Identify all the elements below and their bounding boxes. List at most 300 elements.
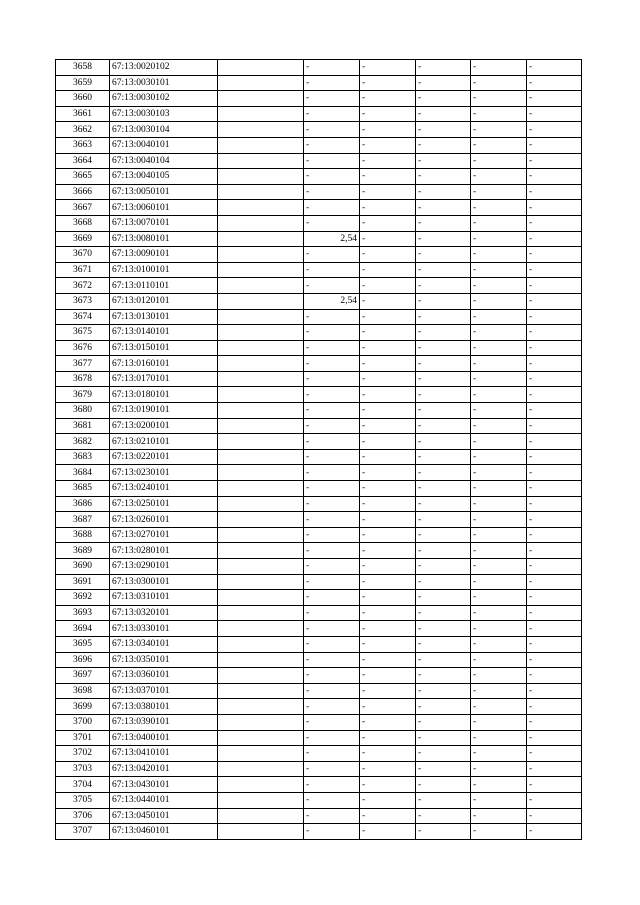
- table-row: [56, 699, 582, 715]
- value-cell: -: [527, 387, 582, 403]
- value-cell: -: [360, 590, 416, 606]
- row-number-cell: 3671: [56, 262, 110, 278]
- cadastral-code-cell: 67:13:0440101: [110, 792, 218, 808]
- value-cell: -: [471, 137, 527, 153]
- value-cell: -: [360, 247, 416, 263]
- value-cell: -: [360, 496, 416, 512]
- row-number-cell: 3685: [56, 481, 110, 497]
- row-number-cell: 3672: [56, 278, 110, 294]
- cadastral-code-cell: 67:13:0130101: [110, 309, 218, 325]
- value-cell: -: [416, 543, 471, 559]
- value-cell: -: [304, 527, 360, 543]
- table-row: [56, 543, 582, 559]
- cadastral-code-cell: 67:13:0050101: [110, 184, 218, 200]
- value-cell: -: [527, 231, 582, 247]
- empty-cell: [218, 746, 304, 762]
- value-cell: -: [471, 777, 527, 793]
- value-cell: -: [471, 60, 527, 76]
- value-cell: -: [416, 184, 471, 200]
- value-cell: -: [416, 699, 471, 715]
- value-cell: -: [527, 434, 582, 450]
- value-cell: -: [304, 730, 360, 746]
- cadastral-code-cell: 67:13:0180101: [110, 387, 218, 403]
- value-cell: -: [527, 808, 582, 824]
- row-number-cell: 3658: [56, 60, 110, 76]
- value-cell: -: [416, 215, 471, 231]
- value-cell: -: [416, 777, 471, 793]
- table-row: [56, 465, 582, 481]
- value-cell: -: [304, 683, 360, 699]
- row-number-cell: 3687: [56, 512, 110, 528]
- value-cell: -: [304, 714, 360, 730]
- value-cell: -: [360, 481, 416, 497]
- value-cell: -: [471, 512, 527, 528]
- value-cell: -: [416, 683, 471, 699]
- value-cell: -: [527, 325, 582, 341]
- empty-cell: [218, 169, 304, 185]
- value-cell: -: [360, 512, 416, 528]
- value-cell: -: [304, 278, 360, 294]
- cadastral-code-cell: 67:13:0080101: [110, 231, 218, 247]
- empty-cell: [218, 636, 304, 652]
- value-cell: -: [471, 481, 527, 497]
- value-cell: -: [527, 122, 582, 138]
- table-row: [56, 60, 582, 76]
- value-cell: -: [527, 278, 582, 294]
- row-number-cell: 3691: [56, 574, 110, 590]
- value-cell: -: [416, 559, 471, 575]
- value-cell: -: [360, 465, 416, 481]
- empty-cell: [218, 652, 304, 668]
- table-row: [56, 777, 582, 793]
- value-cell: -: [416, 746, 471, 762]
- empty-cell: [218, 200, 304, 216]
- cadastral-code-cell: 67:13:0390101: [110, 714, 218, 730]
- cadastral-code-cell: 67:13:0210101: [110, 434, 218, 450]
- row-number-cell: 3665: [56, 169, 110, 185]
- row-number-cell: 3684: [56, 465, 110, 481]
- value-cell: -: [527, 683, 582, 699]
- empty-cell: [218, 714, 304, 730]
- row-number-cell: 3702: [56, 746, 110, 762]
- row-number-cell: 3667: [56, 200, 110, 216]
- table-row: [56, 449, 582, 465]
- row-number-cell: 3660: [56, 91, 110, 107]
- value-cell: -: [360, 231, 416, 247]
- value-cell: -: [416, 434, 471, 450]
- value-cell: -: [416, 278, 471, 294]
- value-cell: -: [304, 247, 360, 263]
- empty-cell: [218, 543, 304, 559]
- table-row: [56, 122, 582, 138]
- table-row: [56, 824, 582, 840]
- value-cell: -: [304, 574, 360, 590]
- value-cell: -: [304, 325, 360, 341]
- empty-cell: [218, 75, 304, 91]
- value-cell: -: [304, 356, 360, 372]
- value-cell: -: [527, 153, 582, 169]
- cadastral-code-cell: 67:13:0070101: [110, 215, 218, 231]
- value-cell: -: [471, 668, 527, 684]
- row-number-cell: 3692: [56, 590, 110, 606]
- row-number-cell: 3696: [56, 652, 110, 668]
- row-number-cell: 3668: [56, 215, 110, 231]
- table-row: [56, 683, 582, 699]
- value-cell: -: [360, 808, 416, 824]
- value-cell: -: [471, 293, 527, 309]
- value-cell: -: [527, 761, 582, 777]
- value-cell: -: [360, 278, 416, 294]
- value-cell: -: [527, 200, 582, 216]
- value-cell: -: [471, 200, 527, 216]
- row-number-cell: 3686: [56, 496, 110, 512]
- table-row: [56, 262, 582, 278]
- value-cell: 2,54: [304, 231, 360, 247]
- row-number-cell: 3700: [56, 714, 110, 730]
- table-row: [56, 730, 582, 746]
- table-row: [56, 574, 582, 590]
- empty-cell: [218, 60, 304, 76]
- row-number-cell: 3670: [56, 247, 110, 263]
- value-cell: -: [527, 418, 582, 434]
- row-number-cell: 3705: [56, 792, 110, 808]
- empty-cell: [218, 418, 304, 434]
- value-cell: -: [360, 200, 416, 216]
- empty-cell: [218, 777, 304, 793]
- value-cell: -: [360, 683, 416, 699]
- value-cell: -: [471, 730, 527, 746]
- cadastral-code-cell: 67:13:0460101: [110, 824, 218, 840]
- row-number-cell: 3683: [56, 449, 110, 465]
- value-cell: -: [360, 293, 416, 309]
- value-cell: -: [360, 730, 416, 746]
- value-cell: -: [416, 325, 471, 341]
- row-number-cell: 3659: [56, 75, 110, 91]
- value-cell: -: [416, 481, 471, 497]
- value-cell: -: [527, 465, 582, 481]
- row-number-cell: 3706: [56, 808, 110, 824]
- empty-cell: [218, 808, 304, 824]
- table-row: [56, 200, 582, 216]
- table-body: [56, 60, 582, 840]
- empty-cell: [218, 824, 304, 840]
- empty-cell: [218, 309, 304, 325]
- row-number-cell: 3689: [56, 543, 110, 559]
- row-number-cell: 3698: [56, 683, 110, 699]
- table-row: [56, 75, 582, 91]
- cadastral-code-cell: 67:13:0220101: [110, 449, 218, 465]
- empty-cell: [218, 356, 304, 372]
- value-cell: -: [471, 434, 527, 450]
- value-cell: -: [304, 512, 360, 528]
- empty-cell: [218, 371, 304, 387]
- value-cell: -: [527, 371, 582, 387]
- value-cell: -: [360, 449, 416, 465]
- empty-cell: [218, 184, 304, 200]
- cadastral-code-cell: 67:13:0260101: [110, 512, 218, 528]
- row-number-cell: 3690: [56, 559, 110, 575]
- value-cell: -: [471, 808, 527, 824]
- value-cell: -: [304, 777, 360, 793]
- table-row: [56, 340, 582, 356]
- value-cell: -: [527, 746, 582, 762]
- table-row: [56, 106, 582, 122]
- cadastral-code-cell: 67:13:0090101: [110, 247, 218, 263]
- cadastral-code-cell: 67:13:0380101: [110, 699, 218, 715]
- value-cell: -: [416, 137, 471, 153]
- cadastral-code-cell: 67:13:0120101: [110, 293, 218, 309]
- value-cell: -: [471, 106, 527, 122]
- row-number-cell: 3681: [56, 418, 110, 434]
- cadastral-code-cell: 67:13:0320101: [110, 605, 218, 621]
- value-cell: -: [416, 418, 471, 434]
- cadastral-code-cell: 67:13:0030104: [110, 122, 218, 138]
- value-cell: -: [360, 184, 416, 200]
- table-row: [56, 527, 582, 543]
- value-cell: -: [416, 792, 471, 808]
- value-cell: -: [471, 605, 527, 621]
- value-cell: -: [416, 512, 471, 528]
- cadastral-code-cell: 67:13:0030101: [110, 75, 218, 91]
- value-cell: -: [527, 714, 582, 730]
- value-cell: -: [304, 200, 360, 216]
- table-row: [56, 91, 582, 107]
- value-cell: -: [304, 543, 360, 559]
- value-cell: -: [304, 153, 360, 169]
- value-cell: -: [471, 262, 527, 278]
- table-row: [56, 808, 582, 824]
- value-cell: -: [416, 621, 471, 637]
- row-number-cell: 3666: [56, 184, 110, 200]
- value-cell: -: [471, 543, 527, 559]
- value-cell: -: [527, 636, 582, 652]
- value-cell: -: [304, 481, 360, 497]
- value-cell: -: [304, 262, 360, 278]
- value-cell: -: [304, 652, 360, 668]
- value-cell: -: [360, 371, 416, 387]
- cadastral-code-cell: 67:13:0330101: [110, 621, 218, 637]
- value-cell: -: [304, 371, 360, 387]
- table-row: [56, 293, 582, 309]
- value-cell: -: [471, 75, 527, 91]
- cadastral-code-cell: 67:13:0250101: [110, 496, 218, 512]
- row-number-cell: 3673: [56, 293, 110, 309]
- table-row: [56, 278, 582, 294]
- cadastral-code-cell: 67:13:0060101: [110, 200, 218, 216]
- value-cell: -: [471, 683, 527, 699]
- value-cell: -: [471, 91, 527, 107]
- table-row: [56, 590, 582, 606]
- row-number-cell: 3688: [56, 527, 110, 543]
- value-cell: -: [527, 527, 582, 543]
- value-cell: -: [527, 543, 582, 559]
- row-number-cell: 3662: [56, 122, 110, 138]
- value-cell: -: [527, 777, 582, 793]
- value-cell: -: [304, 75, 360, 91]
- cadastral-code-cell: 67:13:0360101: [110, 668, 218, 684]
- table-row: [56, 668, 582, 684]
- empty-cell: [218, 262, 304, 278]
- value-cell: -: [416, 714, 471, 730]
- value-cell: -: [527, 356, 582, 372]
- cadastral-code-cell: 67:13:0020102: [110, 60, 218, 76]
- value-cell: -: [304, 465, 360, 481]
- value-cell: -: [360, 574, 416, 590]
- value-cell: -: [360, 761, 416, 777]
- value-cell: -: [416, 403, 471, 419]
- value-cell: -: [527, 496, 582, 512]
- value-cell: -: [527, 184, 582, 200]
- row-number-cell: 3704: [56, 777, 110, 793]
- value-cell: -: [304, 824, 360, 840]
- value-cell: -: [360, 527, 416, 543]
- empty-cell: [218, 527, 304, 543]
- value-cell: -: [304, 699, 360, 715]
- value-cell: -: [360, 418, 416, 434]
- value-cell: -: [471, 215, 527, 231]
- table-row: [56, 605, 582, 621]
- value-cell: -: [471, 559, 527, 575]
- table-row: [56, 481, 582, 497]
- value-cell: -: [416, 574, 471, 590]
- value-cell: -: [304, 60, 360, 76]
- row-number-cell: 3678: [56, 371, 110, 387]
- row-number-cell: 3699: [56, 699, 110, 715]
- value-cell: -: [304, 215, 360, 231]
- value-cell: -: [471, 636, 527, 652]
- table-row: [56, 309, 582, 325]
- value-cell: -: [471, 792, 527, 808]
- value-cell: -: [304, 122, 360, 138]
- value-cell: -: [527, 559, 582, 575]
- value-cell: -: [471, 652, 527, 668]
- empty-cell: [218, 247, 304, 263]
- value-cell: -: [471, 325, 527, 341]
- value-cell: -: [304, 590, 360, 606]
- value-cell: -: [360, 636, 416, 652]
- table-row: [56, 746, 582, 762]
- cadastral-code-cell: 67:13:0140101: [110, 325, 218, 341]
- value-cell: -: [416, 824, 471, 840]
- value-cell: -: [416, 340, 471, 356]
- value-cell: -: [360, 746, 416, 762]
- row-number-cell: 3701: [56, 730, 110, 746]
- table-row: [56, 169, 582, 185]
- value-cell: -: [527, 449, 582, 465]
- value-cell: -: [471, 574, 527, 590]
- value-cell: -: [416, 262, 471, 278]
- value-cell: -: [360, 714, 416, 730]
- empty-cell: [218, 621, 304, 637]
- value-cell: -: [416, 247, 471, 263]
- value-cell: -: [471, 527, 527, 543]
- value-cell: -: [360, 153, 416, 169]
- value-cell: -: [304, 792, 360, 808]
- row-number-cell: 3664: [56, 153, 110, 169]
- value-cell: -: [304, 496, 360, 512]
- value-cell: -: [416, 496, 471, 512]
- value-cell: -: [416, 668, 471, 684]
- table-row: [56, 247, 582, 263]
- table-row: [56, 434, 582, 450]
- cadastral-table: [55, 59, 582, 840]
- value-cell: -: [471, 278, 527, 294]
- table-row: [56, 761, 582, 777]
- value-cell: -: [527, 340, 582, 356]
- row-number-cell: 3707: [56, 824, 110, 840]
- empty-cell: [218, 699, 304, 715]
- value-cell: -: [304, 340, 360, 356]
- empty-cell: [218, 387, 304, 403]
- cadastral-code-cell: 67:13:0290101: [110, 559, 218, 575]
- empty-cell: [218, 574, 304, 590]
- value-cell: -: [471, 824, 527, 840]
- empty-cell: [218, 761, 304, 777]
- value-cell: -: [304, 761, 360, 777]
- value-cell: -: [360, 605, 416, 621]
- empty-cell: [218, 496, 304, 512]
- value-cell: -: [360, 325, 416, 341]
- value-cell: -: [416, 449, 471, 465]
- cadastral-code-cell: 67:13:0410101: [110, 746, 218, 762]
- value-cell: -: [416, 808, 471, 824]
- value-cell: -: [471, 746, 527, 762]
- value-cell: -: [471, 184, 527, 200]
- empty-cell: [218, 153, 304, 169]
- value-cell: -: [527, 60, 582, 76]
- value-cell: -: [360, 668, 416, 684]
- value-cell: -: [416, 387, 471, 403]
- row-number-cell: 3697: [56, 668, 110, 684]
- cadastral-code-cell: 67:13:0190101: [110, 403, 218, 419]
- value-cell: -: [304, 434, 360, 450]
- value-cell: -: [304, 418, 360, 434]
- table-row: [56, 153, 582, 169]
- value-cell: -: [360, 262, 416, 278]
- value-cell: -: [416, 605, 471, 621]
- value-cell: -: [416, 465, 471, 481]
- value-cell: -: [416, 122, 471, 138]
- value-cell: -: [360, 387, 416, 403]
- value-cell: -: [304, 403, 360, 419]
- value-cell: -: [527, 699, 582, 715]
- table-row: [56, 418, 582, 434]
- value-cell: -: [360, 792, 416, 808]
- value-cell: -: [527, 621, 582, 637]
- value-cell: -: [527, 590, 582, 606]
- cadastral-code-cell: 67:13:0100101: [110, 262, 218, 278]
- row-number-cell: 3679: [56, 387, 110, 403]
- value-cell: -: [471, 403, 527, 419]
- value-cell: -: [416, 527, 471, 543]
- value-cell: -: [360, 559, 416, 575]
- cadastral-code-cell: 67:13:0270101: [110, 527, 218, 543]
- table-row: [56, 512, 582, 528]
- value-cell: -: [360, 824, 416, 840]
- value-cell: -: [527, 215, 582, 231]
- value-cell: -: [416, 761, 471, 777]
- value-cell: -: [360, 75, 416, 91]
- value-cell: -: [527, 730, 582, 746]
- value-cell: -: [360, 652, 416, 668]
- table-row: [56, 652, 582, 668]
- value-cell: -: [416, 153, 471, 169]
- value-cell: -: [527, 293, 582, 309]
- value-cell: -: [360, 621, 416, 637]
- row-number-cell: 3676: [56, 340, 110, 356]
- value-cell: -: [471, 231, 527, 247]
- value-cell: -: [416, 231, 471, 247]
